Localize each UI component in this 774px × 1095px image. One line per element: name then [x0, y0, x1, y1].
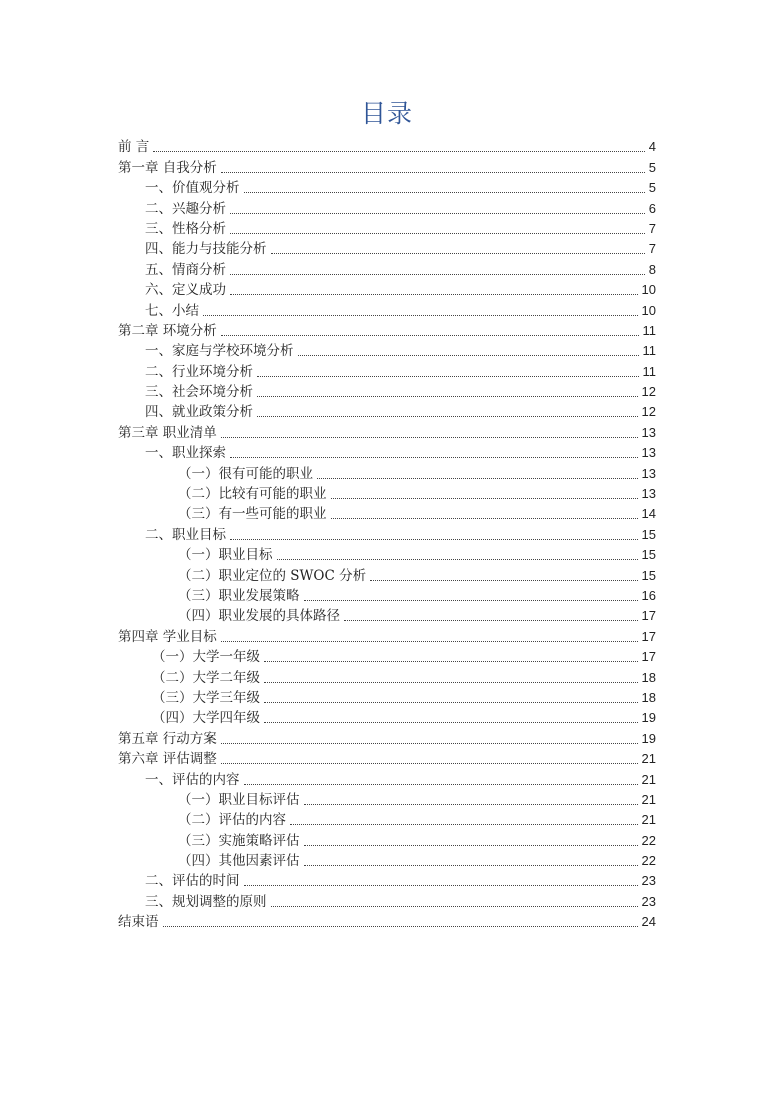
dot-leader	[271, 252, 645, 254]
toc-entry[interactable]	[118, 502, 656, 522]
toc-entry-label: 一、职业探索	[145, 445, 226, 462]
toc-entry[interactable]	[118, 278, 656, 298]
dot-leader	[230, 293, 638, 295]
toc-entry[interactable]	[118, 726, 656, 746]
dot-leader	[203, 314, 638, 316]
dot-leader	[304, 864, 638, 866]
toc-entry-page: 17	[641, 649, 656, 665]
toc-entry-label: （四）职业发展的具体路径	[178, 608, 340, 625]
toc-entry-label: （三）实施策略评估	[178, 832, 300, 849]
toc-entry-label: 四、就业政策分析	[145, 404, 253, 421]
toc-entry[interactable]	[118, 665, 656, 685]
toc-entry-page: 15	[641, 526, 656, 542]
toc-entry-label: （二）评估的内容	[178, 812, 286, 829]
toc-entry-page: 7	[648, 220, 656, 236]
toc-entry[interactable]	[118, 257, 656, 277]
toc-entry-page: 4	[648, 139, 656, 155]
toc-entry-label: 二、职业目标	[145, 526, 226, 543]
toc-entry-page: 21	[641, 751, 656, 767]
toc-entry[interactable]	[118, 808, 656, 828]
dot-leader	[221, 742, 638, 744]
toc-entry[interactable]	[118, 869, 656, 889]
dot-leader	[257, 375, 639, 377]
toc-entry-label: 第四章 学业目标	[118, 628, 217, 645]
toc-entry-label: 二、评估的时间	[145, 873, 240, 890]
toc-entry[interactable]	[118, 645, 656, 665]
dot-leader	[230, 273, 645, 275]
toc-entry-page: 18	[641, 669, 656, 685]
toc-entry-label: （二）大学二年级	[152, 669, 260, 686]
toc-entry-page: 13	[641, 424, 656, 440]
toc-entry-label: （一）大学一年级	[152, 649, 260, 666]
toc-entry-page: 17	[641, 628, 656, 644]
toc-entry-page: 6	[648, 200, 656, 216]
toc-entry-page: 10	[641, 282, 656, 298]
toc-entry[interactable]	[118, 706, 656, 726]
toc-entry-label: （三）职业发展策略	[178, 587, 300, 604]
toc-entry-label: （一）职业目标	[178, 547, 273, 564]
dot-leader	[244, 191, 645, 193]
dot-leader	[290, 823, 638, 825]
toc-entry-page: 12	[641, 384, 656, 400]
toc-entry-label: （一）职业目标评估	[178, 791, 300, 808]
toc-entry-label: 三、性格分析	[145, 220, 226, 237]
toc-entry[interactable]	[118, 604, 656, 624]
toc-entry[interactable]	[118, 889, 656, 909]
toc-entry-page: 17	[641, 608, 656, 624]
toc-entry-page: 5	[648, 180, 656, 196]
toc-entry-page: 24	[641, 914, 656, 930]
dot-leader	[257, 395, 638, 397]
toc-entry-page: 22	[641, 832, 656, 848]
dot-leader	[221, 334, 639, 336]
toc-entry[interactable]	[118, 747, 656, 767]
toc-entry-label: 前 言	[118, 139, 150, 156]
toc-entry-label: 第五章 行动方案	[118, 730, 217, 747]
dot-leader	[331, 497, 638, 499]
toc-entry-page: 5	[648, 159, 656, 175]
toc-entry[interactable]	[118, 461, 656, 481]
toc-entry-page: 18	[641, 689, 656, 705]
toc-entry[interactable]	[118, 196, 656, 216]
toc-entry-label: 三、社会环境分析	[145, 384, 253, 401]
toc-entry[interactable]	[118, 522, 656, 542]
dot-leader	[244, 783, 638, 785]
dot-leader	[317, 477, 638, 479]
dot-leader	[264, 721, 638, 723]
toc-entry-page: 21	[641, 812, 656, 828]
toc-entry[interactable]	[118, 563, 656, 583]
toc-entry-page: 11	[642, 363, 656, 379]
dot-leader	[230, 232, 645, 234]
toc-entry-label: 第二章 环境分析	[118, 322, 217, 339]
toc-entry[interactable]	[118, 237, 656, 257]
toc-entry-page: 13	[641, 465, 656, 481]
toc-entry-label: 一、评估的内容	[145, 771, 240, 788]
dot-leader	[264, 701, 638, 703]
toc-entry-page: 12	[641, 404, 656, 420]
toc-entry[interactable]	[118, 910, 656, 930]
dot-leader	[370, 579, 637, 581]
toc-entry-label: 七、小结	[145, 302, 199, 319]
toc-entry-label: （四）大学四年级	[152, 710, 260, 727]
toc-entry[interactable]	[118, 828, 656, 848]
toc-entry-page: 23	[641, 873, 656, 889]
toc-entry-label: 结束语	[118, 914, 159, 931]
toc-title: 目录	[360, 99, 413, 128]
toc-entry-page: 10	[641, 302, 656, 318]
toc-entry-page: 19	[641, 710, 656, 726]
dot-leader	[221, 436, 638, 438]
toc-entry[interactable]	[118, 135, 656, 155]
toc-entry[interactable]	[118, 849, 656, 869]
dot-leader	[230, 538, 638, 540]
dot-leader	[221, 640, 638, 642]
toc-entry[interactable]	[118, 482, 656, 502]
dot-leader	[163, 925, 638, 927]
toc-entry-page: 11	[642, 343, 656, 359]
dot-leader	[264, 681, 638, 683]
toc-entry-page: 7	[648, 241, 656, 257]
dot-leader	[230, 456, 638, 458]
toc-entry-page: 15	[641, 567, 656, 583]
toc-entry-label: 六、定义成功	[145, 282, 226, 299]
toc-entry-page: 15	[641, 547, 656, 563]
dot-leader	[257, 415, 638, 417]
table-of-contents	[118, 135, 656, 930]
dot-leader	[277, 558, 638, 560]
toc-entry[interactable]	[118, 380, 656, 400]
toc-entry[interactable]	[118, 624, 656, 644]
toc-entry-label: 二、兴趣分析	[145, 200, 226, 217]
toc-entry[interactable]	[118, 400, 656, 420]
dot-leader	[221, 762, 638, 764]
dot-leader	[298, 354, 639, 356]
toc-entry[interactable]	[118, 359, 656, 379]
dot-leader	[230, 212, 645, 214]
toc-entry[interactable]	[118, 584, 656, 604]
toc-entry-label: 五、情商分析	[145, 261, 226, 278]
toc-entry-page: 23	[641, 893, 656, 909]
dot-leader	[331, 517, 638, 519]
dot-leader	[304, 599, 638, 601]
toc-entry[interactable]	[118, 155, 656, 175]
toc-entry-label: （一）很有可能的职业	[178, 465, 313, 482]
dot-leader	[264, 660, 638, 662]
toc-entry-page: 21	[641, 791, 656, 807]
toc-entry[interactable]	[118, 339, 656, 359]
toc-entry[interactable]	[118, 686, 656, 706]
toc-entry-label: （二）比较有可能的职业	[178, 486, 327, 503]
toc-entry-label: 三、规划调整的原则	[145, 893, 267, 910]
toc-entry[interactable]	[118, 217, 656, 237]
toc-entry-label: 一、价值观分析	[145, 180, 240, 197]
toc-entry-label: 第六章 评估调整	[118, 751, 217, 768]
toc-entry-label: （四）其他因素评估	[178, 853, 300, 870]
toc-entry-label: 第三章 职业清单	[118, 424, 217, 441]
toc-entry-label: （三）有一些可能的职业	[178, 506, 327, 523]
dot-leader	[304, 844, 638, 846]
toc-entry-label: （三）大学三年级	[152, 689, 260, 706]
toc-entry[interactable]	[118, 543, 656, 563]
dot-leader	[153, 150, 644, 152]
dot-leader	[244, 884, 638, 886]
dot-leader	[271, 905, 638, 907]
toc-entry-page: 13	[641, 486, 656, 502]
toc-entry-label: 四、能力与技能分析	[145, 241, 267, 258]
toc-entry[interactable]	[118, 788, 656, 808]
toc-entry-page: 22	[641, 853, 656, 869]
toc-entry-page: 19	[641, 730, 656, 746]
toc-entry-page: 8	[648, 261, 656, 277]
toc-entry-label: 第一章 自我分析	[118, 159, 217, 176]
toc-entry[interactable]	[118, 176, 656, 196]
toc-entry-label: 二、行业环境分析	[145, 363, 253, 380]
toc-entry[interactable]	[118, 767, 656, 787]
toc-entry[interactable]	[118, 420, 656, 440]
toc-entry-page: 21	[641, 771, 656, 787]
toc-entry-page: 16	[641, 587, 656, 603]
dot-leader	[221, 171, 645, 173]
toc-entry-label: 一、家庭与学校环境分析	[145, 343, 294, 360]
toc-entry-label: （二）职业定位的 SWOC 分析	[178, 567, 367, 584]
toc-entry-page: 13	[641, 445, 656, 461]
dot-leader	[344, 619, 638, 621]
toc-entry[interactable]	[118, 298, 656, 318]
toc-entry[interactable]	[118, 441, 656, 461]
toc-entry-page: 11	[642, 322, 656, 338]
toc-entry[interactable]	[118, 319, 656, 339]
dot-leader	[304, 803, 638, 805]
toc-entry-page: 14	[641, 506, 656, 522]
